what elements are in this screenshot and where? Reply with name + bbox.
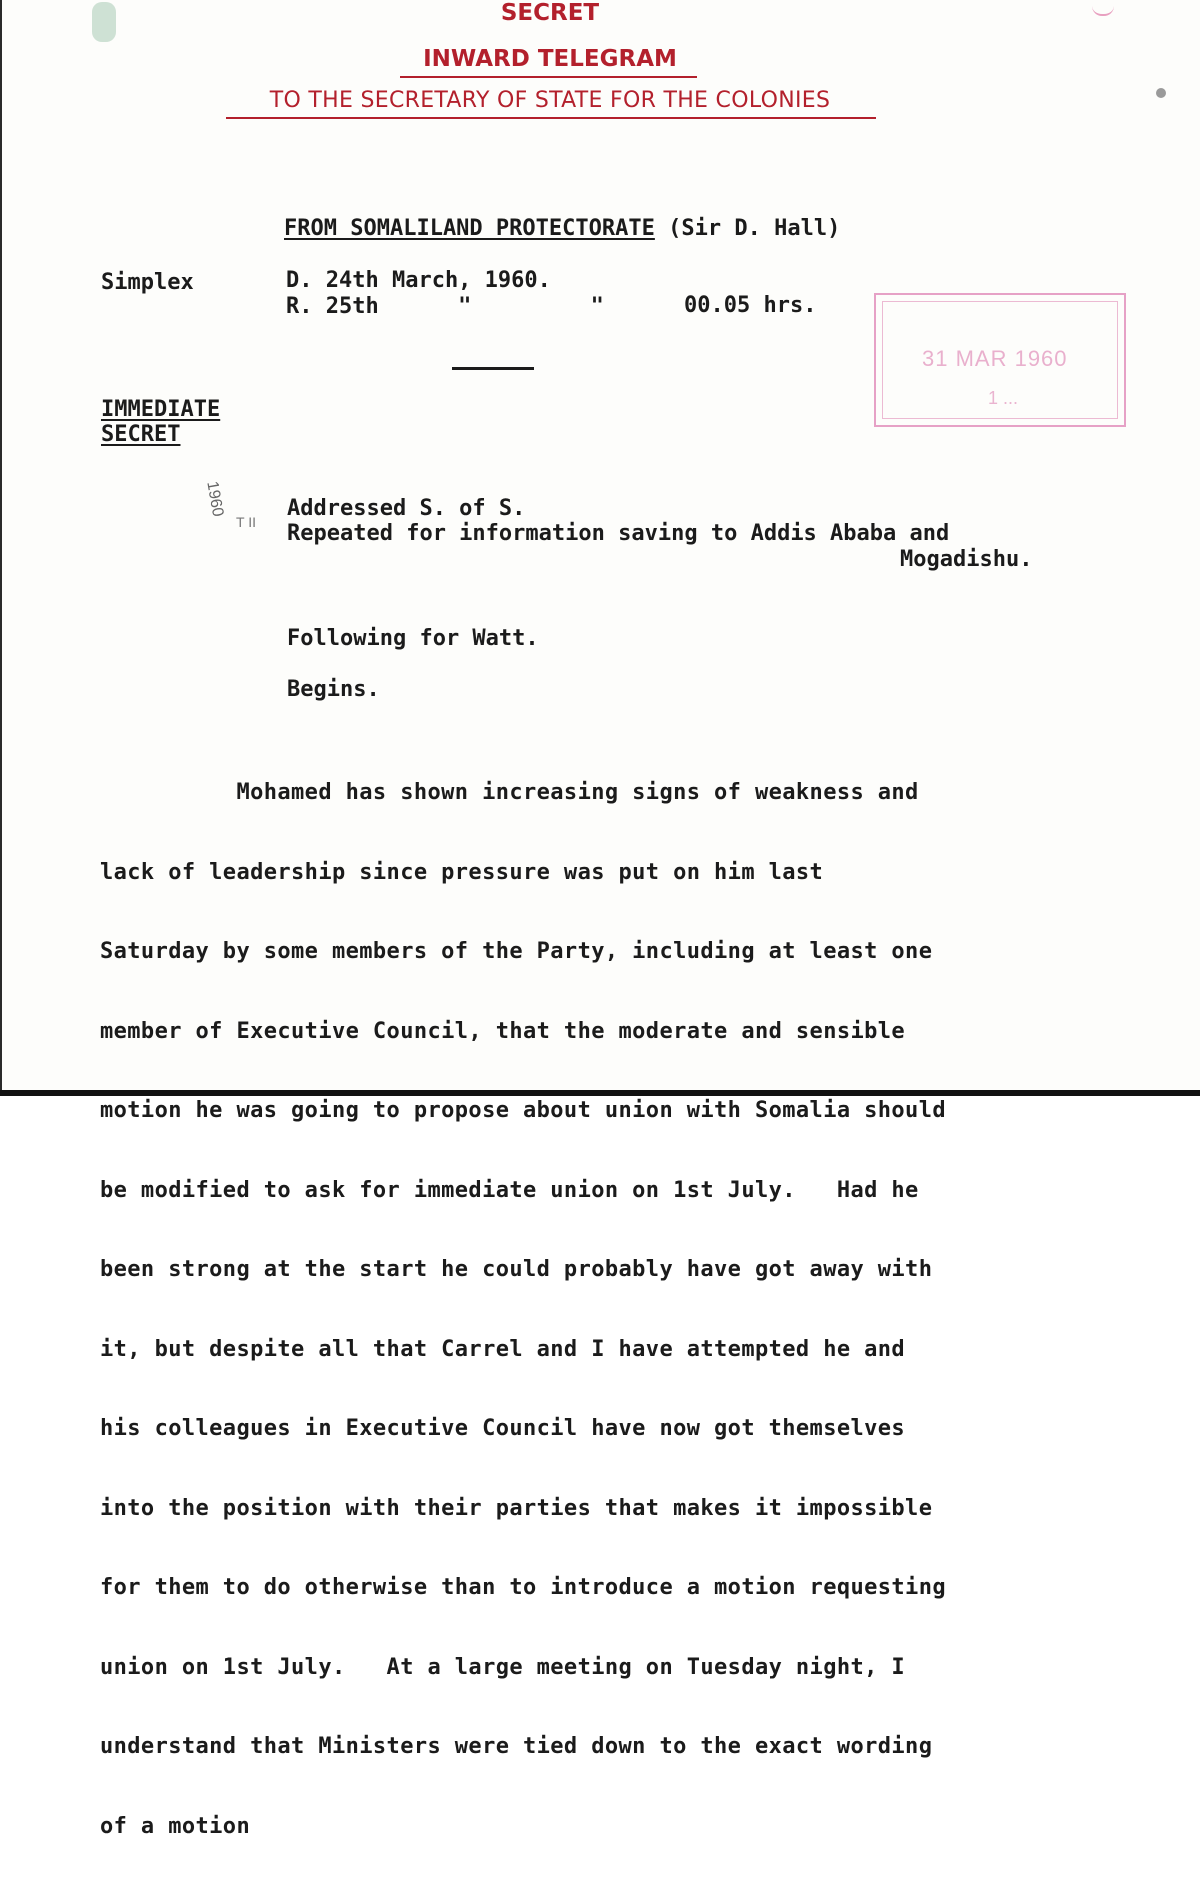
received-stamp-year: 1960 — [203, 480, 227, 519]
doc-type-heading: INWARD TELEGRAM — [423, 46, 677, 72]
origin-from: FROM SOMALILAND PROTECTORATE — [284, 216, 655, 241]
classification-heading: SECRET — [500, 0, 600, 26]
message-line: be modified to ask for immediate union on 1st July. Had he — [100, 1177, 919, 1203]
message-line: his colleagues in Executive Council have now got themselves — [100, 1416, 906, 1441]
message-line: union on 1st July. At a large meeting on Tuesday night, I — [100, 1654, 906, 1680]
addressee-heading: TO THE SECRETARY OF STATE FOR THE COLONIES — [269, 88, 831, 113]
repeated-line-cont: Mogadishu. — [900, 547, 1033, 572]
message-line: of a motion — [100, 1813, 251, 1839]
message-line: lack of leadership since pressure was put on him last — [100, 859, 824, 885]
message-line: for them to do otherwise than to introduce a motion requesting — [100, 1575, 946, 1600]
following-line: Following for Watt. — [287, 626, 539, 651]
received-time: 00.05 hrs. — [684, 293, 817, 318]
received-date: R. 25th " " — [286, 294, 604, 319]
scan-bottom-edge — [0, 1090, 1200, 1096]
doc-type-rule — [400, 76, 697, 78]
priority-immediate: IMMEDIATE — [101, 397, 221, 422]
begins-line: Begins. — [287, 677, 380, 702]
message-body — [100, 727, 946, 1893]
dispatch-mode: Simplex — [101, 270, 194, 295]
message-line: member of Executive Council, that the moderate and sensible — [100, 1018, 906, 1044]
addressed-line: Addressed S. of S. — [287, 496, 526, 521]
message-line: been strong at the start he could probably have got away with — [100, 1257, 933, 1282]
message-line: understand that Ministers were tied down to the exact wording — [100, 1734, 933, 1759]
registry-stamp-sub: 1 ... — [988, 388, 1019, 408]
repeated-line: Repeated for information saving to Addis Ababa and — [287, 521, 950, 546]
message-line: it, but despite all that Carrel and I have attempted he and — [100, 1336, 906, 1362]
despatched-date: D. 24th March, 1960. — [286, 268, 551, 293]
received-stamp-mark: T II — [236, 514, 256, 530]
message-line: Mohamed has shown increasing signs of weakness and — [100, 780, 919, 805]
scan-left-edge — [0, 0, 2, 1096]
scan-dot — [1156, 88, 1166, 98]
origin-sender: (Sir D. Hall) — [668, 216, 841, 241]
separator-dash — [452, 367, 534, 370]
message-line: into the position with their parties that makes it impossible — [100, 1495, 933, 1521]
origin-line — [284, 216, 840, 242]
message-line: Saturday by some members of the Party, including at least one — [100, 939, 933, 964]
priority-secret: SECRET — [101, 422, 181, 447]
registry-stamp-date: 31 MAR 1960 — [922, 346, 1068, 371]
addressee-rule — [226, 117, 876, 119]
message-line: motion he was going to propose about union with Somalia should — [100, 1098, 946, 1123]
